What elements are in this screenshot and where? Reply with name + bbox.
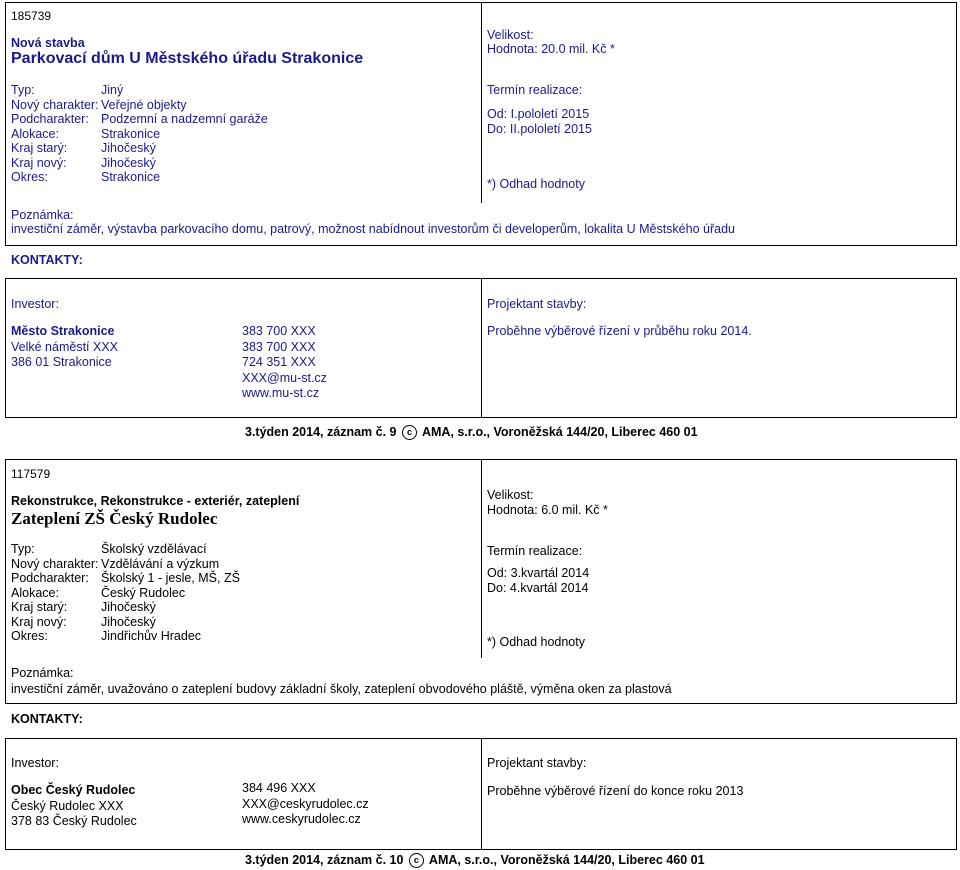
- record-1-estimate-note: *) Odhad hodnoty: [487, 177, 585, 191]
- record-2-term-to: Do: 4.kvartál 2014: [487, 581, 589, 595]
- record-1-id: 185739: [11, 9, 52, 23]
- record-2-investor-contacts: [242, 781, 369, 828]
- record-1-term-from: Od: I.pololetí 2015: [487, 107, 590, 121]
- record-1-note-label: Poznámka:: [11, 208, 74, 222]
- footer-text-post: AMA, s.r.o., Voroněžská 144/20, Liberec 460 01: [428, 853, 705, 867]
- detail-row-allocation: Alokace: Český Rudolec: [11, 585, 186, 600]
- record-1-title: Parkovací dům U Městského úřadu Strakonice: [11, 50, 364, 67]
- detail-row-subcharacter: Podcharakter: Podzemní a nadzemní garáže: [11, 112, 268, 126]
- record-2-investor-label: Investor:: [11, 756, 59, 770]
- copyright-icon: c: [409, 853, 424, 868]
- detail-row-type: Typ: Školský vzdělávací: [11, 542, 207, 556]
- record-2-designer-label: Projektant stavby:: [487, 756, 587, 770]
- record-2-designer-text: Proběhne výběrové řízení do konce roku 2013: [487, 784, 744, 798]
- record-1-contacts-label: KONTAKTY:: [11, 253, 83, 267]
- detail-row-type: Typ: Jiný: [11, 83, 124, 97]
- record-1-column-divider: [481, 3, 482, 203]
- detail-row-subcharacter: Podcharakter: Školský 1 - jesle, MŠ, ZŠ: [11, 571, 240, 585]
- footer-text-post: AMA, s.r.o., Voroněžská 144/20, Liberec 460 01: [421, 425, 698, 439]
- record-1-size-value: Hodnota: 20.0 mil. Kč *: [487, 42, 615, 56]
- investor-city: 386 01 Strakonice: [11, 355, 112, 369]
- record-1-designer-text: Proběhne výběrové řízení v průběhu roku 2014.: [487, 324, 752, 338]
- record-1-designer-label: Projektant stavby:: [487, 297, 587, 311]
- record-1-investor-block: [11, 324, 118, 371]
- web-link[interactable]: www.ceskyrudolec.cz: [242, 812, 361, 826]
- record-1-footer: [245, 425, 698, 440]
- record-2-id: 117579: [11, 467, 51, 481]
- detail-row-old-region: Kraj starý: Jihočeský: [11, 141, 156, 155]
- record-2-note-text: investiční záměr, uvažováno o zateplení budovy základní školy, zateplení obvodového pláště, výměna oken za plastová: [11, 682, 672, 696]
- footer-text-pre: 3.týden 2014, záznam č. 10: [245, 853, 404, 867]
- record-1-investor-label: Investor:: [11, 297, 59, 311]
- email-link[interactable]: XXX@mu-st.cz: [242, 370, 327, 385]
- detail-row-allocation: Alokace: Strakonice: [11, 126, 161, 141]
- record-2-category: Rekonstrukce, Rekonstrukce - exteriér, zateplení: [11, 494, 300, 508]
- phone-1: 384 496 XXX: [242, 781, 316, 795]
- record-2-contacts-divider: [481, 739, 482, 849]
- detail-row-old-region: Kraj starý: Jihočeský: [11, 600, 156, 614]
- detail-row-new-character: Nový charakter: Veřejné objekty: [11, 97, 187, 112]
- copyright-icon: c: [402, 425, 417, 440]
- detail-row-new-character: Nový charakter: Vzdělávání a výzkum: [11, 556, 220, 571]
- detail-row-district: Okres: Jindřichův Hradec: [11, 629, 202, 643]
- email-link[interactable]: XXX@ceskyrudolec.cz: [242, 796, 369, 811]
- record-2-term-label: Termín realizace:: [487, 544, 583, 558]
- record-2-column-divider: [481, 460, 482, 658]
- record-2-contacts-label: KONTAKTY:: [11, 712, 83, 726]
- record-1-category: Nová stavba: [11, 36, 85, 50]
- record-2-footer: [245, 853, 705, 868]
- record-2-term-from: Od: 3.kvartál 2014: [487, 566, 590, 580]
- investor-name: Obec Český Rudolec: [11, 783, 136, 797]
- record-2-investor-block: [11, 783, 137, 830]
- phone-2: 383 700 XXX: [242, 339, 316, 354]
- investor-street: Český Rudolec XXX: [11, 798, 124, 813]
- record-1-contacts-divider: [481, 279, 482, 417]
- investor-name: Město Strakonice: [11, 324, 115, 338]
- record-1-contacts-box: [5, 278, 957, 418]
- web-link[interactable]: www.mu-st.cz: [242, 386, 320, 400]
- detail-row-new-region: Kraj nový: Jihočeský: [11, 614, 156, 629]
- record-1-note-text: investiční záměr, výstavba parkovacího domu, patrový, možnost nabídnout investorům či developerům, lokalita U Městského úřadu: [11, 222, 735, 236]
- detail-row-new-region: Kraj nový: Jihočeský: [11, 155, 156, 170]
- record-1-size-label: Velikost:: [487, 28, 534, 42]
- footer-text-pre: 3.týden 2014, záznam č. 9: [245, 425, 397, 439]
- record-2-size-value: Hodnota: 6.0 mil. Kč *: [487, 503, 608, 517]
- record-2-estimate-note: *) Odhad hodnoty: [487, 635, 585, 649]
- investor-street: Velké náměstí XXX: [11, 339, 119, 354]
- record-1-details: [11, 83, 268, 185]
- record-2-contacts-box: [5, 738, 957, 850]
- record-2-note-label: Poznámka:: [11, 666, 74, 680]
- record-1-investor-contacts: [242, 324, 327, 402]
- record-2-details: [11, 542, 240, 644]
- record-2-size-label: Velikost:: [487, 488, 534, 502]
- phone-1: 383 700 XXX: [242, 324, 316, 338]
- record-1-term-label: Termín realizace:: [487, 83, 583, 97]
- record-1-term-to: Do: II.pololetí 2015: [487, 122, 592, 136]
- record-2-title: Zateplení ZŠ Český Rudolec: [11, 509, 218, 528]
- detail-row-district: Okres: Strakonice: [11, 170, 161, 184]
- investor-city: 378 83 Český Rudolec: [11, 814, 137, 828]
- phone-3: 724 351 XXX: [242, 355, 316, 369]
